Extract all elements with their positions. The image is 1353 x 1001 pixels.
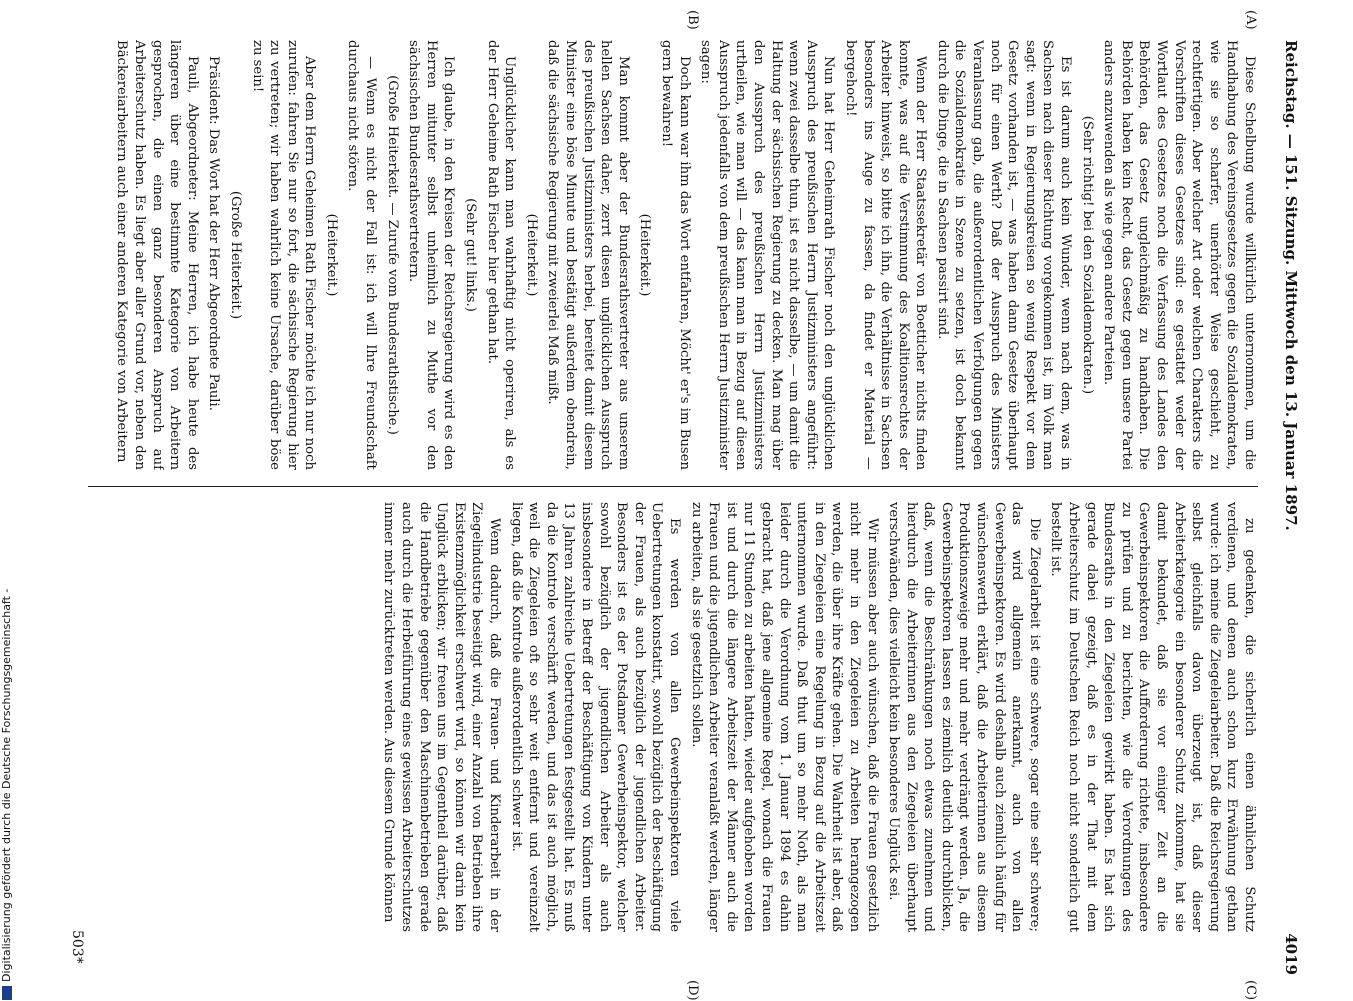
margin-marker-a: (A): [1243, 10, 1258, 30]
page-header: [1278, 40, 1300, 975]
paragraph: (Große Heiterkeit. — Zurufe vom Bundesrathstische.): [384, 75, 400, 435]
paragraph: Doch kann war ihm das Wort entfahren, Möcht' er's im Busen gern bewahren!: [659, 40, 692, 470]
digitization-credit-text: Digitalisierung gefördert durch die Deutsche Forschungsgemeinschaft -: [0, 588, 13, 982]
signature-mark: 503*: [69, 930, 85, 964]
paragraph: (Sehr gut! links.): [463, 198, 479, 312]
paragraph: Pauli, Abgeordneter: Meine Herren, ich habe heute des längeren über eine bestimmte Kategorie von Arbeitern gesprochen, die einen ganz besonderen Anspruch auf Arbeiterschutz haben. Es liegt aber aller Grund vor, neben den Bäckereiarbeitern auch einer anderen Kategorie von Arbeitern: [114, 40, 200, 470]
paragraph: Man kommt aber der Bundesrathsvertreter aus unserem hellen Sachsen daher, zerrt diesen unglücklichen Ausspruch des preußischen Justizministers herbei, bereitet damit diesem Minister eine böse Minute und bestätigt außerdem obendrein, daß die sächsische Regierung mit zweierlei Maß mißt.: [545, 40, 631, 470]
paragraph: (Große Heiterkeit.): [227, 190, 243, 320]
paragraph: Ich glaube, in den Kreisen der Reichsregierung wird es den Herren mitunter selbst unheimlich zu Muthe vor den sächsischen Bundesrathsvertretern.: [406, 40, 457, 470]
paragraph: zu gedenken, die sicherlich einen ähnlichen Schutz verdienen, und denen auch schon kurz Erwähnung gethan wurde: ich meine die Ziegeleiarbeiter. Daß die Reichsregierung selbst gleichfalls davon überzeugt ist, daß dieser Arbeiterkategorie ein besonderer Schutz zukomme, hat sie damit bekundet, daß sie vor einiger Zeit an die Gewerbeinspektoren die Aufforderung richtete, insbesondere zu prüfen und zu berichten, wie die Verordnungen des Bundesraths in den Ziegeleien gewirkt haben. Es hat sich gerade dabei gezeigt, daß es in der That mit dem Arbeiterschutz im Deutschen Reich noch nicht sonderlich gut bestellt ist.: [1048, 502, 1257, 932]
left-column: [88, 40, 1258, 470]
margin-marker-c: (C): [1243, 980, 1258, 1001]
rotated-page-content: [55, 10, 1300, 1001]
margin-marker-d: (D): [685, 980, 700, 1001]
paragraph: (Sehr richtig! bei den Sozialdemokraten.): [1079, 115, 1095, 395]
paragraph: (Heiterkeit.): [637, 213, 653, 297]
paragraph: Es werden von allen Gewerbeinspektoren viele Uebertretungen konstatirt, sowohl bezüglich der Beschäftigung der Frauen, als auch bezüglich der jugendlichen Arbeiter. Besonders ist es der Potsdamer Gewerbeinspektor, welcher sowohl bezüglich der jugendlichen Arbeiter als auch insbesondere in Betreff der Beschäftigung von Kindern unter 13 Jahren zahlreiche Uebertretungen festgestellt hat. Es muß da die Kontrole verschärft werden, und das ist auch möglich, weil die Ziegeleien oft so sehr weit entfernt und vereinzelt liegen, daß die Kontrole außerordentlich schwer ist.: [508, 502, 682, 932]
header-title: Reichstag. — 151. Sitzung. Mittwoch den 13. Januar 1897.: [1282, 40, 1300, 531]
paragraph: Wenn der Herr Staatssekretär von Boetticher nichts finden konnte, was auf die Verstimmung des Koalitionsrechtes der Arbeiter hinweist, so bitte ich ihn, die Verhältnisse in Sachsen besonders ins Auge zu fassen, da findet er Material — bergehoch!: [842, 40, 929, 470]
digitization-credit: [0, 0, 14, 1000]
paragraph: (Heiterkeit.): [523, 213, 539, 297]
right-column: [88, 502, 1258, 932]
paragraph: Es ist darum auch kein Wunder, wenn nach dem, was in Sachsen nach dieser Richtung vorgekommen ist, im Volk man sagt: wenn in Regierungskreisen so wenig Respekt vor dem Gesetz vorhanden ist, — was haben dann Gesetze überhaupt noch für einen Werth? Daß der Ausspruch des Ministers Veranlassung gab, die außerordentlichen Verfolgungen gegen die Sozialdemokratie in Szene zu setzen, ist doch bekannt durch die Dinge, die in Sachsen passirt sind.: [934, 40, 1074, 470]
paragraph: Nun hat Herr Geheimrath Fischer noch den unglücklichen Ausspruch des preußischen Herrn Justizministers angeführt: wenn zwei dasselbe thun, ist es nicht dasselbe, — um damit die Haltung der sächsischen Regierung zu decken. Man mag über den Ausspruch des preußischen Herrn Justizministers urtheilen, wie man will — das kann man in Bezug auf diesen Ausspruch jedenfalls von dem preußischen Herrn Justizminister sagen:: [698, 40, 837, 470]
column-divider: [88, 486, 1258, 487]
paragraph: Wenn dadurch, daß die Frauen- und Kinderarbeit in der Ziegelindustrie beseitigt wird, einer Anzahl von Betrieben ihre Existenzmöglichkeit erschwert wird, so können wir darin kein Unglück erblicken; wir freuen uns im Gegentheil darüber, daß die Handbetriebe gegenüber den Maschinenbetrieben gerade auch durch die Herbeiführung eines gewissen Arbeiterschutzes immer mehr zurücktreten werden. Aus diesem Grunde können: [381, 502, 503, 932]
paragraph: (Heiterkeit.): [323, 213, 339, 297]
margin-marker-b: (B): [685, 10, 700, 30]
paragraph: Wir müssen aber auch wünschen, daß die Frauen gesetzlich nicht mehr in den Ziegeleien zu Arbeiten herangezogen werden, die über ihre Kräfte gehen. Die Wahrheit ist aber, daß in den Ziegeleien eine Regelung in Bezug auf die Arbeitszeit unternommen wurde. Daß thut um so mehr Noth, als man leider durch die Verordnung vom 1. Januar 1894 es dahin gebracht hat, daß jene allgemeine Regel, wonach die Frauen nur 11 Stunden zu arbeiten hatten, wieder aufgehoben worden ist und durch die längere Arbeitszeit der Männer auch die Frauen und die jugendlichen Arbeiter veranlaßt werden, länger zu arbeiten, als sie gesetzlich sollen.: [688, 502, 880, 932]
paragraph: Aber dem Herrn Geheimen Rath Fischer möchte ich nur noch zurufen: fahren Sie nur so fort, die sächsische Regierung hier zu vertreten; wir haben wahrlich keine Ursache, darüber böse zu sein!: [249, 40, 318, 470]
dfg-logo-icon: [2, 986, 12, 1000]
paragraph: Die Ziegelarbeit ist eine schwere, sogar eine sehr schwere; das wird allgemein anerkannt, auch von allen Gewerbeinspektoren. Es wird deshalb auch ziemlich häufig für wünschenswerth erklärt, daß die Arbeiterinnen aus diesem Produktionszweige mehr und mehr verdrängt werden. Ja, die Gewerbeinspektoren lassen es ziemlich deutlich durchblicken, daß, wenn die Beschränkungen noch etwas zunehmen und hierdurch die Arbeiterinnen aus den Ziegeleien überhaupt verschwänden, dies vielleicht kein besonderes Unglück sei.: [886, 502, 1042, 932]
paragraph: Präsident: Das Wort hat der Herr Abgeordnete Pauli.: [206, 56, 222, 411]
page-number: 4019: [1282, 933, 1300, 975]
paragraph: Unglücklicher kann man wahrhaftig nicht operiren, als es der Herr Geheime Rath Fischer hier gethan hat.: [484, 40, 518, 470]
paragraph: Diese Schelbung wurde willkürlich unternommen, um die Handhabung des Vereinsgesetzes gegen die Sozialdemokraten, wie sie so scharfer, unerhörter Weise geschieht, zu rechtfertigen. Aber welcher Art oder welchen Charakters die Vorschriften dieses Gesetzes sind: es gestattet weder der Wortlaut des Gesetzes noch die Verfassung des Landes den Behörden, das Gesetz ungleichmäßig zu handhaben. Die Behörden haben kein Recht, das Gesetz gegen unsere Partei anders anzuwenden als wie gegen andere Parteien.: [1101, 40, 1257, 470]
paragraph: — Wenn es nicht der Fall ist: ich will Ihre Freundschaft durchaus nicht stören.: [345, 40, 379, 470]
